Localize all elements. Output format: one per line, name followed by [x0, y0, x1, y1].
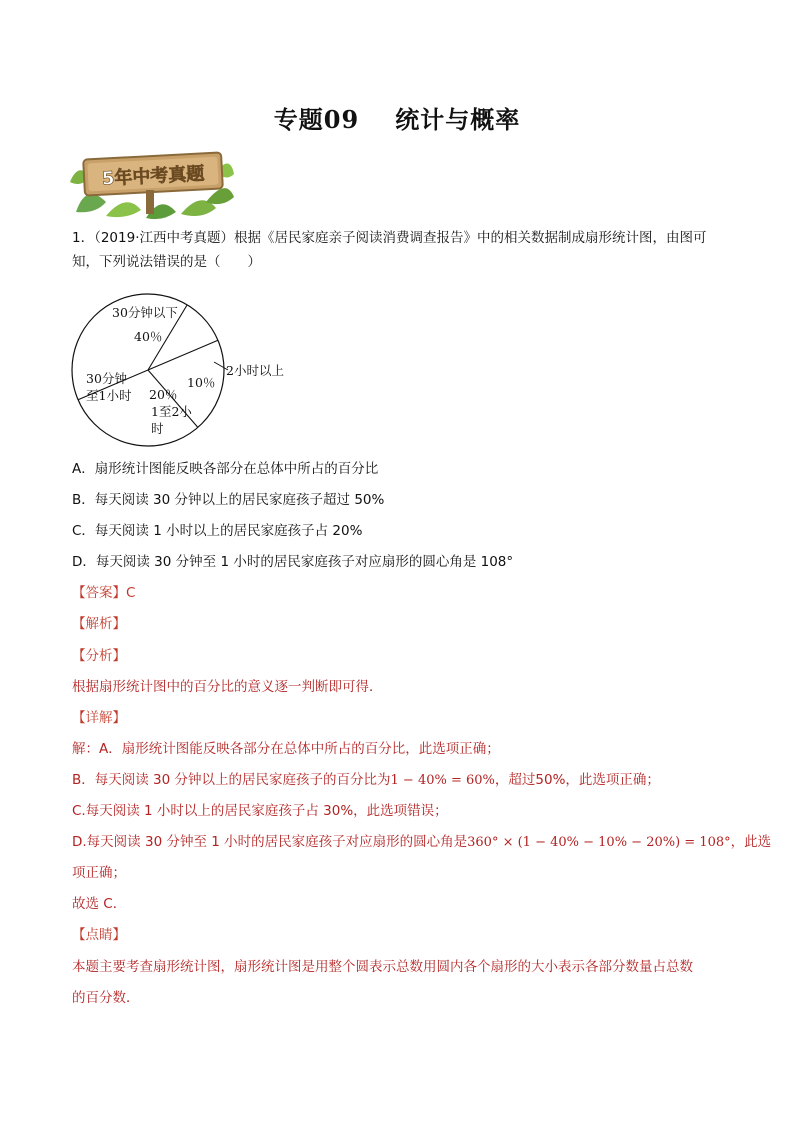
question-text — [72, 226, 728, 274]
detail-d-suffix: ，此选 — [730, 834, 772, 850]
detail-line-d — [72, 830, 771, 850]
title-topic-number: 专题09 — [273, 105, 360, 134]
detail-heading: 【详解】 — [72, 710, 126, 726]
detail-d-prefix: D.每天阅读 30 分钟至 1 小时的居民家庭孩子对应扇形的圆心角是 — [72, 834, 468, 850]
title-topic-name: 统计与概率 — [395, 105, 521, 134]
fenxi-text: 根据扇形统计图中的百分比的意义逐一判断即可得． — [72, 679, 383, 695]
detail-line-a: 解：A．扇形统计图能反映各部分在总体中所占的百分比，此选项正确； — [72, 741, 500, 757]
slice-percent-20: 20％ — [149, 387, 178, 402]
banner-sign — [66, 142, 236, 220]
slice-label-1-2h-a: 1至2小 — [151, 404, 192, 419]
option-a: A．扇形统计图能反映各部分在总体中所占的百分比 — [72, 461, 379, 477]
detail-b-prefix: B．每天阅读 30 分钟以上的居民家庭孩子的百分比为 — [72, 772, 391, 788]
answer-label: 【答案】C — [72, 585, 136, 601]
conclusion-text: 故选 C． — [72, 896, 127, 912]
slice-label-under-30min: 30分钟以下 — [112, 305, 178, 320]
option-d: D．每天阅读 30 分钟至 1 小时的居民家庭孩子对应扇形的圆心角是 108° — [72, 554, 514, 570]
question-line-1: 1．（2019·江西中考真题）根据《居民家庭亲子阅读消费调查报告》中的相关数据制成扇形统计图，由图可 — [72, 230, 707, 246]
slice-label-over-2h: 2小时以上 — [226, 363, 284, 378]
banner-text: 5年中考真题 — [101, 163, 205, 190]
dianjing-line-2: 的百分数． — [72, 990, 140, 1006]
option-c: C．每天阅读 1 小时以上的居民家庭孩子占 20% — [72, 523, 363, 539]
detail-line-d-cont: 项正确； — [72, 865, 126, 881]
dianjing-line-1: 本题主要考查扇形统计图，扇形统计图是用整个圆表示总数用圆内各个扇形的大小表示各部分数量占总数 — [72, 959, 693, 975]
pie-chart — [70, 290, 310, 450]
option-b: B．每天阅读 30 分钟以上的居民家庭孩子超过 50% — [72, 492, 385, 508]
detail-line-c: C.每天阅读 1 小时以上的居民家庭孩子占 30%，此选项错误； — [72, 803, 448, 819]
slice-label-1-2h-b: 时 — [151, 421, 164, 436]
slice-label-30min-1h-b: 至1小时 — [86, 388, 132, 403]
detail-b-suffix: ，超过50%，此选项正确； — [494, 772, 660, 788]
detail-d-formula: 360° × (1 − 40% − 10% − 20%) = 108° — [467, 835, 731, 850]
slice-percent-40: 40％ — [134, 329, 163, 344]
dianjing-heading: 【点睛】 — [72, 927, 126, 943]
detail-b-formula: 1 − 40% = 60% — [390, 773, 495, 788]
question-line-2: 知，下列说法错误的是（ ） — [72, 254, 261, 270]
page-title — [0, 100, 794, 135]
slice-label-30min-1h-a: 30分钟 — [86, 371, 127, 386]
detail-line-b — [72, 768, 660, 788]
analysis-heading: 【解析】 — [72, 616, 126, 632]
slice-percent-10: 10％ — [187, 375, 216, 390]
fenxi-heading: 【分析】 — [72, 648, 126, 664]
